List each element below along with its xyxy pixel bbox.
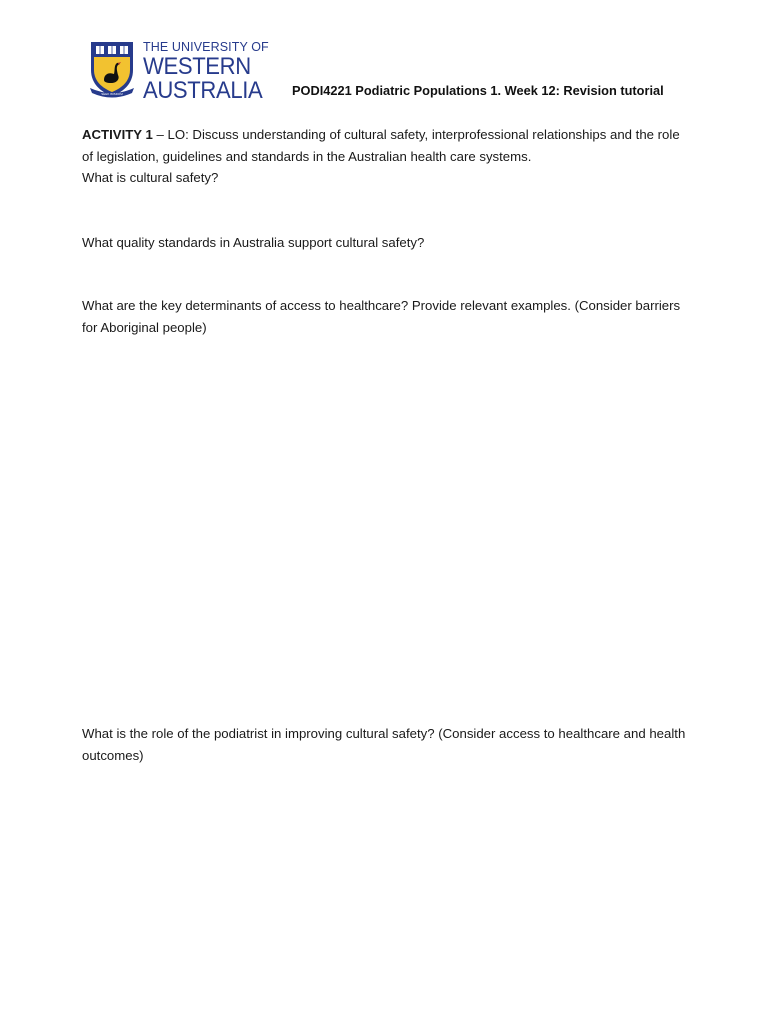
question-3: What are the key determinants of access to healthcare? Provide relevant examples. (Consider barriers for Aboriginal people): [82, 298, 681, 335]
activity-label: ACTIVITY 1: [82, 127, 153, 142]
university-name: [143, 40, 273, 103]
university-logo: [87, 40, 269, 104]
question-4: What is the role of the podiatrist in improving cultural safety? (Consider access to healthcare and health outcomes): [82, 726, 686, 763]
activity-description: – LO: Discuss understanding of cultural safety, interprofessional relationships and the role of legislation, guidelines and standards in the Australian health care systems.: [82, 127, 680, 164]
course-title: PODI4221 Podiatric Populations 1. Week 12: Revision tutorial: [292, 83, 664, 98]
activity-intro: [82, 124, 692, 168]
question-2: What quality standards in Australia support cultural safety?: [82, 235, 425, 250]
university-name-line2: WESTERN: [143, 52, 251, 80]
university-name-line3: AUSTRALIA: [143, 76, 263, 104]
question-1: What is cultural safety?: [82, 170, 219, 185]
university-name-line1: THE UNIVERSITY OF: [143, 40, 269, 54]
uwa-crest-icon: [87, 40, 137, 98]
svg-text:SEEK WISDOM: SEEK WISDOM: [101, 92, 123, 96]
